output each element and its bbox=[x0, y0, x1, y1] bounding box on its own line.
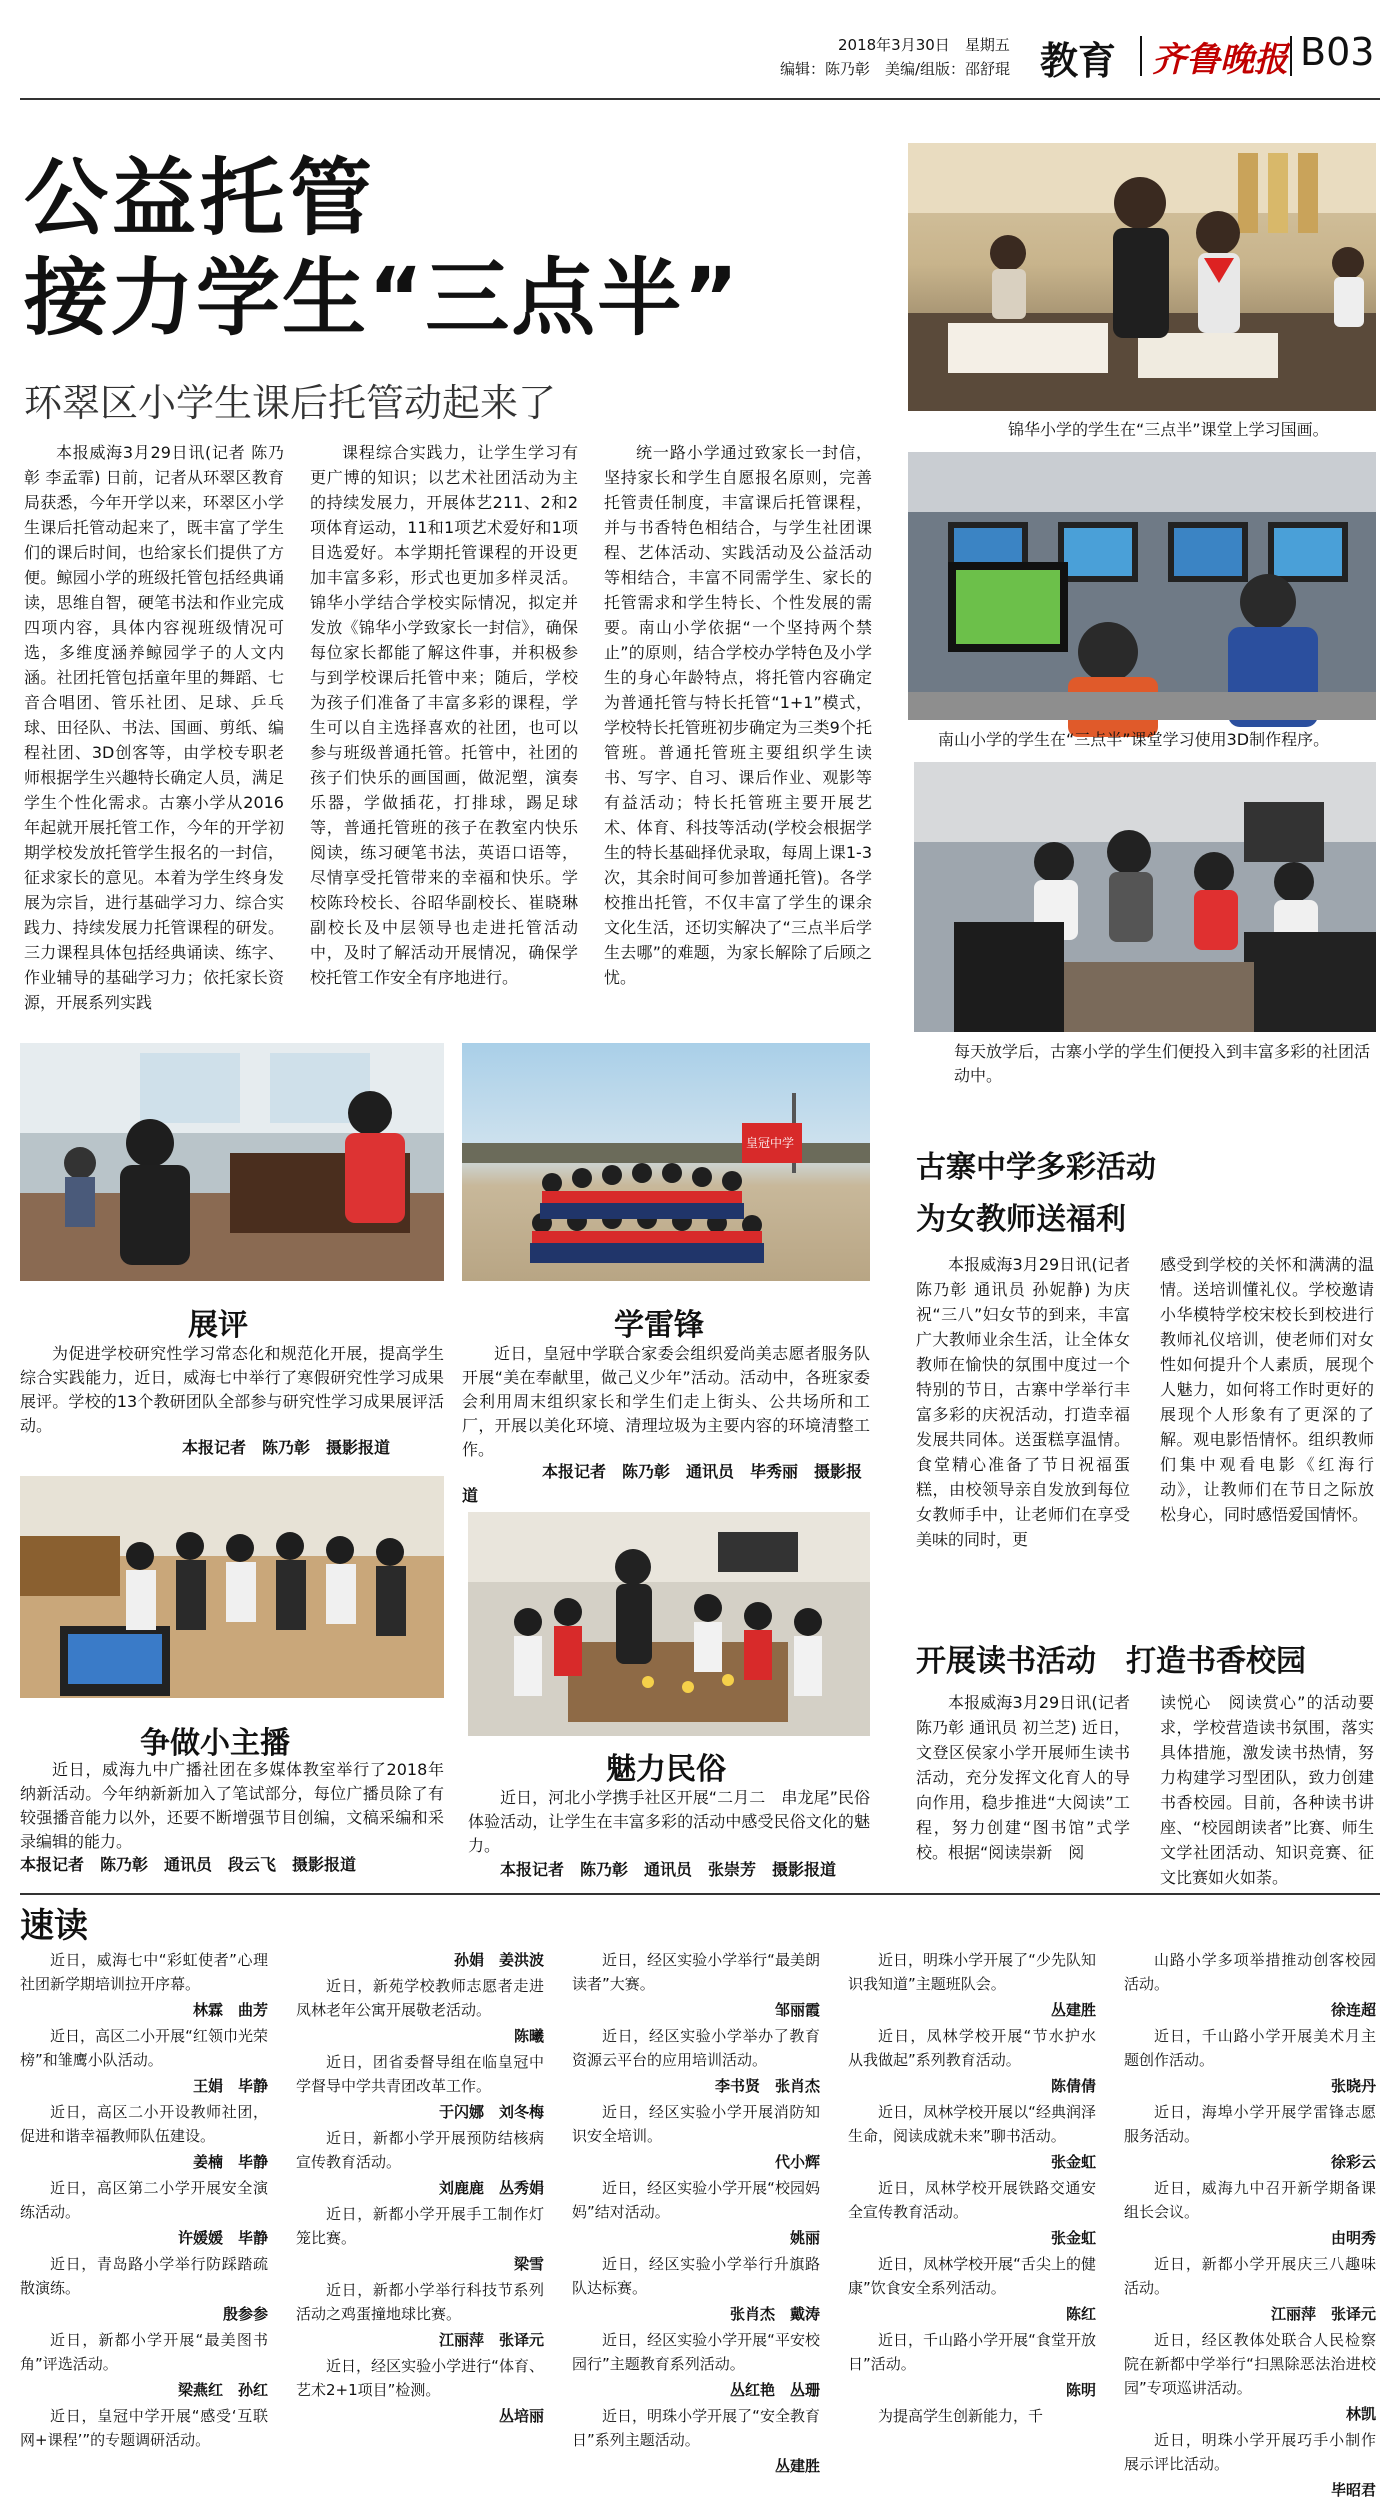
brief-author: 许媛媛 毕静 bbox=[177, 2229, 268, 2247]
zhengzuo-author: 本报记者 陈乃彰 通讯员 段云飞 摄影报道 bbox=[20, 1855, 357, 1874]
brief-item: 近日，高区二小开设教师社团，促进和谐幸福教师队伍建设。 bbox=[20, 2103, 268, 2145]
brief-item: 近日，新苑学校教师志愿者走进凤林老年公寓开展敬老活动。 bbox=[296, 1977, 544, 2019]
section-name: 教育 bbox=[1040, 39, 1117, 83]
brief-author: 江丽萍 张译元 bbox=[438, 2331, 544, 2349]
brief-item: 近日，新都小学举行科技节系列活动之鸡蛋撞地球比赛。 bbox=[296, 2281, 544, 2323]
dushu-col2: 读悦心 阅读赏心”的活动要求，学校营造读书氛围，落实具体措施，激发读书热情，努力构建学习型团队，致力创建书香校园。目前，各种读书讲座、“校园朗读者”比赛、师生文学社团活动、知识竞赛、征文比赛如火如荼。 bbox=[1160, 1693, 1374, 1887]
brief-author: 陈红 bbox=[1065, 2305, 1096, 2323]
brief-item: 近日，新都小学开展预防结核病宣传教育活动。 bbox=[296, 2129, 544, 2171]
brief-author: 陈倩倩 bbox=[1050, 2077, 1096, 2095]
brief-author: 姚丽 bbox=[789, 2229, 820, 2247]
brief-item: 近日，凤林学校开展铁路交通安全宣传教育活动。 bbox=[848, 2179, 1096, 2221]
brief-author: 姜楠 毕静 bbox=[192, 2153, 268, 2171]
header-date: 2018年3月30日 星期五 bbox=[838, 36, 1010, 54]
brief-author: 丛建胜 bbox=[1050, 2001, 1096, 2019]
xueleifeng-banner-text: 皇冠中学 bbox=[746, 1136, 795, 1150]
main-title-line2: 接力学生“三点半” bbox=[24, 249, 741, 347]
dushu-col1: 本报威海3月29日讯(记者 陈乃彰 通讯员 初兰芝) 近日，文登区侯家小学开展师生读书活动，充分发挥文化育人的导向作用，稳步推进“大阅读”工程，努力创建“图书馆”式学校。根据“阅读崇新 阅 bbox=[916, 1693, 1130, 1862]
brief-author: 徐彩云 bbox=[1330, 2153, 1376, 2171]
brief-author: 陈明 bbox=[1065, 2381, 1096, 2399]
brief-item: 近日，团省委督导组在临皇冠中学督导中学共青团改革工作。 bbox=[296, 2053, 544, 2095]
photo-painting-caption: 锦华小学的学生在“三点半”课堂上学习国画。 bbox=[1008, 420, 1329, 439]
brief-author: 丛培丽 bbox=[498, 2407, 544, 2425]
brief-author: 丛建胜 bbox=[774, 2457, 820, 2475]
computer-class-image bbox=[908, 452, 1376, 720]
brief-item: 近日，明珠小学开展巧手小制作展示评比活动。 bbox=[1124, 2431, 1376, 2473]
brief-author: 林霖 曲芳 bbox=[192, 2001, 268, 2019]
brief-item: 近日，青岛路小学举行防踩踏疏散演练。 bbox=[20, 2255, 268, 2297]
brief-author: 于闪娜 刘冬梅 bbox=[438, 2103, 544, 2121]
brief-author: 刘鹿鹿 丛秀娟 bbox=[438, 2179, 544, 2197]
brief-item: 近日，威海七中“彩虹使者”心理社团新学期培训拉开序幕。 bbox=[20, 1951, 268, 1993]
sudu-col2 bbox=[296, 1948, 544, 2425]
main-title-line1: 公益托管 bbox=[24, 149, 377, 247]
meili-title: 魅力民俗 bbox=[606, 1752, 726, 1787]
brief-item: 近日，经区教体处联合人民检察院在新都中学举行“扫黑除恶法治进校园”专项巡讲活动。 bbox=[1124, 2331, 1376, 2397]
xueleifeng-title: 学雷锋 bbox=[614, 1308, 704, 1343]
zhengzuo-body: 近日，威海九中广播社团在多媒体教室举行了2018年纳新活动。今年纳新新加入了笔试部分，每位广播员除了有较强播音能力以外，还要不断增强节目创编，文稿采编和采录编辑的能力。 bbox=[20, 1760, 444, 1851]
brief-author: 梁雪 bbox=[513, 2255, 544, 2273]
brief-item: 近日，凤林学校开展“节水护水 从我做起”系列教育活动。 bbox=[848, 2027, 1112, 2069]
zhanping-author: 本报记者 陈乃彰 摄影报道 bbox=[182, 1438, 391, 1457]
header bbox=[0, 0, 1395, 100]
brief-author: 毕昭君 bbox=[1330, 2481, 1376, 2499]
brief-author: 孙娟 姜洪波 bbox=[453, 1951, 544, 1969]
brief-item: 近日，威海九中召开新学期备课组长会议。 bbox=[1124, 2179, 1376, 2221]
brief-item: 山路小学多项举措推动创客校园活动。 bbox=[1124, 1951, 1376, 1993]
brief-item: 近日，新都小学开展“最美图书角”评选活动。 bbox=[20, 2331, 268, 2373]
sudu-title: 速读 bbox=[20, 1906, 88, 1946]
brief-item: 近日，明珠小学开展了“少先队知识我知道”主题班队会。 bbox=[848, 1951, 1096, 1993]
brief-item: 近日，明珠小学开展了“安全教育日”系列主题活动。 bbox=[572, 2407, 820, 2449]
brief-author: 张晓丹 bbox=[1330, 2077, 1376, 2095]
photo-computer-class bbox=[908, 452, 1376, 720]
brief-author: 林凯 bbox=[1345, 2405, 1376, 2423]
xueleifeng-body: 近日，皇冠中学联合家委会组织爱尚美志愿者服务队开展“美在奉献里，做己义少年”活动。活动中，各班家委会利用周末组织家长和学生们走上街头、公共场所和工厂，开展以美化环境、清理垃圾为主要内容的环境清整工作。 bbox=[462, 1344, 870, 1459]
brief-item: 近日，经区实验小学举行升旗路队达标赛。 bbox=[572, 2255, 820, 2297]
brief-author: 殷参参 bbox=[222, 2305, 268, 2323]
brief-item: 近日，高区二小开展“红领巾光荣榜”和雏鹰小队活动。 bbox=[20, 2027, 268, 2069]
brief-author: 代小辉 bbox=[774, 2153, 820, 2171]
zhengzuo-title: 争做小主播 bbox=[140, 1726, 290, 1761]
brief-item: 近日，新都小学开展手工制作灯笼比赛。 bbox=[296, 2205, 544, 2247]
photo-meili bbox=[468, 1512, 870, 1736]
header-editors: 编辑：陈乃彰 美编/组版：邵舒琨 bbox=[780, 60, 1011, 78]
brief-item: 近日，高区第二小学开展安全演练活动。 bbox=[20, 2179, 268, 2221]
zhanping-title: 展评 bbox=[188, 1308, 248, 1343]
club-activity-image bbox=[914, 762, 1376, 1032]
paper-logo: 齐鲁晚报 bbox=[1152, 40, 1288, 80]
meili-author: 本报记者 陈乃彰 通讯员 张崇芳 摄影报道 bbox=[500, 1860, 837, 1879]
brief-author: 王娟 毕静 bbox=[192, 2077, 268, 2095]
brief-author: 张肖杰 戴涛 bbox=[729, 2305, 820, 2323]
brief-author: 由明秀 bbox=[1330, 2229, 1376, 2247]
header-divider bbox=[1290, 36, 1292, 76]
main-article-col2: 课程综合实践力，让学生学习有更广博的知识；以艺术社团活动为主的持续发展力，开展体艺211、2和2项体育运动，11和1项艺术爱好和1项目选爱好。本学期托管课程的开设更加丰富多彩，形式也更加多样灵活。锦华小学结合学校实际情况，拟定并发放《锦华小学致家长一封信》，确保每位家长都能了解这件事，并积极参与到学校课后托管中来；随后，学校为孩子们准备了丰富多彩的课程，学生可以自主选择喜欢的社团，也可以参与班级普通托管。托管中，社团的孩子们快乐的画国画，做泥塑，演奏乐器，学做插花，打排球，踢足球等，普通托管班的孩子在教室内快乐阅读，练习硬笔书法，英语口语等，尽情享受托管带来的幸福和快乐。学校陈玲校长、谷昭华副校长、崔晓琳副校长及中层领导也走进托管活动中，及时了解活动开展情况，确保学校托管工作安全有序地进行。 bbox=[310, 443, 578, 987]
brief-item: 近日，经区实验小学进行“体育、艺术2+1项目”检测。 bbox=[296, 2357, 544, 2399]
brief-item: 近日，经区实验小学举行“最美朗读者”大赛。 bbox=[572, 1951, 820, 1993]
brief-item: 近日，千山路小学开展“食堂开放日”活动。 bbox=[848, 2331, 1096, 2373]
photo-club-caption: 每天放学后，古寨小学的学生们便投入到丰富多彩的社团活动中。 bbox=[954, 1042, 1371, 1085]
zhengzuo-image bbox=[20, 1476, 444, 1698]
dushu-title: 开展读书活动 打造书香校园 bbox=[916, 1644, 1306, 1679]
guzhai-col1: 本报威海3月29日讯(记者 陈乃彰 通讯员 孙妮静) 为庆祝“三八”妇女节的到来，丰富广大教师业余生活，让全体女教师在愉快的氛围中度过一个特别的节日，古寨中学举行丰富多彩的庆祝活动，打造幸福发展共同体。送蛋糕享温情。食堂精心准备了节日祝福蛋糕，由校领导亲自发放到每位女教师手中，让老师们在享受美味的同时，更 bbox=[916, 1255, 1130, 1549]
sudu-col3 bbox=[572, 1948, 820, 2475]
meili-image bbox=[468, 1512, 870, 1736]
xueleifeng-author: 本报记者 陈乃彰 通讯员 毕秀丽 摄影报道 bbox=[462, 1462, 863, 1505]
brief-author: 李书贤 张肖杰 bbox=[714, 2077, 820, 2095]
guzhai-title-line2: 为女教师送福利 bbox=[916, 1202, 1126, 1237]
guzhai-title-line1: 古寨中学多彩活动 bbox=[916, 1150, 1156, 1185]
brief-author: 张金虹 bbox=[1050, 2153, 1096, 2171]
brief-author: 张金虹 bbox=[1050, 2229, 1096, 2247]
brief-item: 近日，凤林学校开展以“经典润泽生命，阅读成就未来”聊书活动。 bbox=[848, 2103, 1096, 2145]
brief-author: 徐连超 bbox=[1330, 2001, 1376, 2019]
brief-item: 近日，千山路小学开展美术月主题创作活动。 bbox=[1124, 2027, 1376, 2069]
photo-zhengzuo bbox=[20, 1476, 444, 1698]
photo-computer-caption: 南山小学的学生在“三点半”课堂学习使用3D制作程序。 bbox=[938, 730, 1330, 749]
zhanping-image bbox=[20, 1043, 444, 1281]
brief-author: 丛红艳 丛珊 bbox=[729, 2381, 820, 2399]
brief-item: 近日，新都小学开展庆三八趣味活动。 bbox=[1124, 2255, 1376, 2297]
brief-item: 近日，海埠小学开展学雷锋志愿服务活动。 bbox=[1124, 2103, 1376, 2145]
photo-painting-class bbox=[908, 143, 1376, 411]
sudu-col1 bbox=[20, 1948, 268, 2449]
brief-item: 近日，经区实验小学开展消防知识安全培训。 bbox=[572, 2103, 820, 2145]
main-article-col3: 统一路小学通过致家长一封信，坚持家长和学生自愿报名原则，完善托管责任制度，丰富课后托管课程，并与书香特色相结合，与学生社团课程、艺体活动、实践活动及公益活动等相结合，丰富不同需学生、家长的托管需求和学生特长、个性发展的需要。南山小学依据“一个坚持两个禁止”的原则，结合学校办学特色及小学生的身心年龄特点，将托管内容确定为普通托管与特长托管“1+1”模式，学校特长托管班初步确定为三类9个托管班。普通托管班主要组织学生读书、写字、自习、课后作业、观影等有益活动；特长托管班主要开展艺术、体育、科技等活动(学校会根据学生的特长基础择优录取，每周上课1-3次，其余时间可参加普通托管)。各学校推出托管，不仅丰富了学生的课余文化生活，还切实解决了“三点半后学生去哪”的难题，为家长解除了后顾之忧。 bbox=[604, 443, 872, 987]
guzhai-col2: 感受到学校的关怀和满满的温情。送培训懂礼仪。学校邀请小华模特学校宋校长到校进行教师礼仪培训，使老师们对女性如何提升个人素质，展现个人魅力，如何将工作时更好的展现个人形象有了更深的了解。观电影悟情怀。组织教师们集中观看电影《红海行动》，让教师们在节日之际放松身心，同时感悟爱国情怀。 bbox=[1160, 1255, 1374, 1524]
header-rule bbox=[20, 98, 1380, 100]
meili-body: 近日，河北小学携手社区开展“二月二 串龙尾”民俗体验活动，让学生在丰富多彩的活动中感受民俗文化的魅力。 bbox=[468, 1788, 870, 1855]
main-article-col1: 本报威海3月29日讯(记者 陈乃彰 李孟霏) 日前，记者从环翠区教育局获悉，今年开学以来，环翠区小学生课后托管动起来了，既丰富了学生们的课后时间，也给家长们提供了方便。鲸园小学的班级托管包括经典诵读，思维自智，硬笔书法和作业完成四项内容，具体内容视班级情况可选，多维度涵养鲸园学子的人文内涵。社团托管包括童年里的舞蹈、七音合唱团、管乐社团、足球、乒乓球、田径队、书法、国画、剪纸、编程社团、3D创客等，由学校专职老师根据学生兴趣特长确定人员，满足学生个性化需求。古寨小学从2016年起就开展托管工作，今年的开学初期学校发放托管学生报名的一封信，征求家长的意见。本着为学生终身发展为宗旨，进行基础学习力、综合实践力、持续发展力托管课程的研发。三力课程具体包括经典诵读、练字、作业辅导的基础学习力；依托家长资源，开展系列实践 bbox=[24, 443, 284, 1012]
brief-item: 近日，经区实验小学开展“校园妈妈”结对活动。 bbox=[572, 2179, 820, 2221]
sudu-col4 bbox=[848, 1948, 1112, 2425]
photo-zhanping bbox=[20, 1043, 444, 1281]
painting-class-image bbox=[908, 143, 1376, 411]
brief-author: 邹丽霞 bbox=[774, 2001, 820, 2019]
brief-item: 为提高学生创新能力，千 bbox=[878, 2407, 1044, 2425]
brief-item: 近日，皇冠中学开展“感受‘互联网+课程’”的专题调研活动。 bbox=[20, 2407, 268, 2449]
sudu-col5 bbox=[1124, 1948, 1376, 2499]
brief-author: 陈曦 bbox=[513, 2027, 544, 2045]
xueleifeng-image bbox=[462, 1043, 870, 1281]
brief-author: 江丽萍 张译元 bbox=[1270, 2305, 1376, 2323]
brief-item: 近日，经区实验小学开展“平安校园行”主题教育系列活动。 bbox=[572, 2331, 820, 2373]
main-subtitle: 环翠区小学生课后托管动起来了 bbox=[24, 381, 557, 425]
brief-author: 梁燕红 孙红 bbox=[177, 2381, 268, 2399]
photo-club-activity bbox=[914, 762, 1376, 1032]
header-divider bbox=[1140, 36, 1142, 76]
brief-item: 近日，凤林学校开展“舌尖上的健康”饮食安全系列活动。 bbox=[848, 2255, 1096, 2297]
photo-xueleifeng bbox=[462, 1043, 870, 1281]
page-number: B03 bbox=[1300, 30, 1375, 74]
zhanping-body: 为促进学校研究性学习常态化和规范化开展，提高学生综合实践能力，近日，威海七中举行了寒假研究性学习成果展评。学校的13个教研团队全部参与研究性学习成果展评活动。 bbox=[20, 1344, 444, 1435]
sudu-rule bbox=[20, 1893, 1380, 1895]
brief-item: 近日，经区实验小学举办了教育资源云平台的应用培训活动。 bbox=[572, 2027, 820, 2069]
